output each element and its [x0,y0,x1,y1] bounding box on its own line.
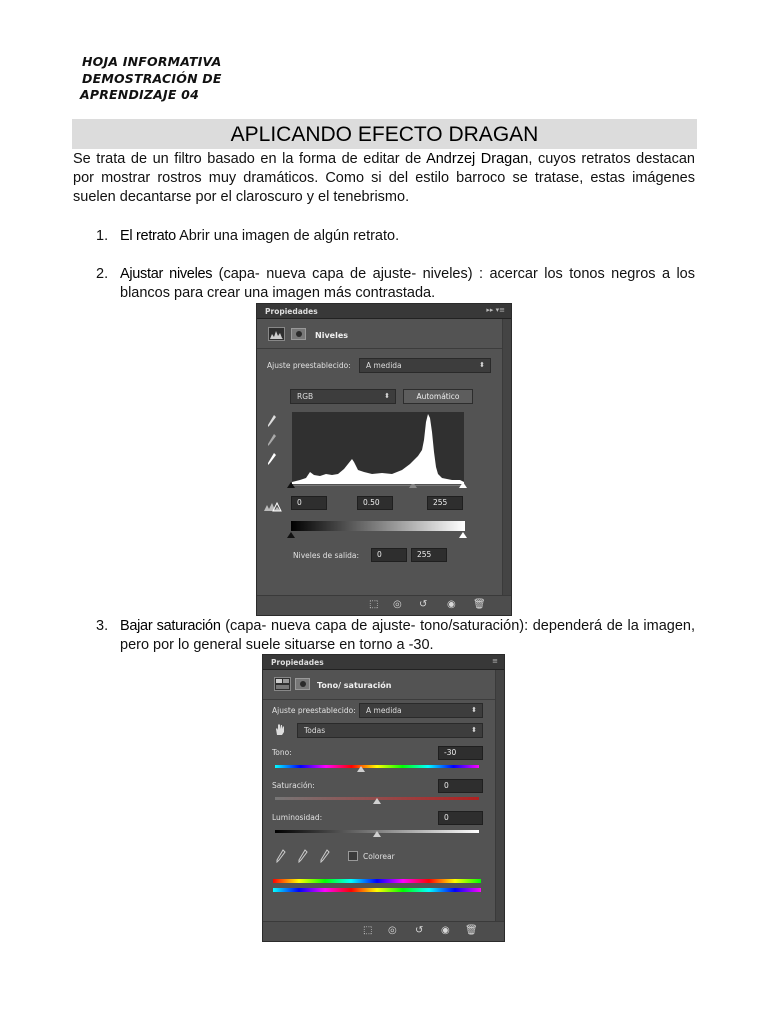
step-number: 3. [96,618,109,634]
lightness-field[interactable]: 0 [438,811,483,825]
panel-tab-bar [257,304,511,319]
output-levels-label: Niveles de salida: [293,551,360,560]
step-number: 2. [96,266,109,282]
step-text: (capa- nueva capa de ajuste- niveles) : acercar los tonos negros a los blancos para crear una imagen más contrastada. [120,266,696,301]
preset-select[interactable] [359,358,491,373]
output-white-handle[interactable] [459,532,467,538]
header-line-2: DEMOSTRACIÓN DE [82,70,222,86]
delete-trash-icon[interactable]: 🗑 [473,599,486,610]
range-select[interactable] [297,723,483,738]
properties-tab[interactable]: Propiedades [265,307,318,316]
adjustment-title: Niveles [315,331,349,340]
panel-tab-bar [263,655,504,670]
layer-mask-icon[interactable] [291,328,306,340]
lightness-slider-handle[interactable] [373,831,381,837]
panel-scrollbar[interactable] [502,319,511,595]
saturation-slider-handle[interactable] [373,798,381,804]
header-line-1: HOJA INFORMATIVA [82,54,222,69]
panel-scrollbar[interactable] [495,670,504,921]
step-number: 1. [96,228,109,244]
eyedropper-minus-icon[interactable] [320,849,330,863]
intro-author-name: Andrzej Dragan [426,151,529,167]
step-1 [96,227,695,246]
saturation-field[interactable]: 0 [438,779,483,793]
panel-footer-toolbar [257,595,511,615]
channel-select[interactable] [290,389,396,404]
step-title: Ajustar niveles [120,266,213,282]
hue-saturation-adjustment-icon[interactable] [274,677,291,691]
colorize-checkbox[interactable] [348,851,358,861]
clipping-warning-icon[interactable] [263,501,283,513]
view-previous-icon[interactable]: ◎ [388,925,397,936]
delete-trash-icon[interactable]: 🗑 [465,925,478,936]
preset-label: Ajuste preestablecido: [272,706,356,715]
hue-slider-track[interactable] [275,765,479,768]
step-text: Abrir una imagen de algún retrato. [175,228,400,244]
adjustment-header [257,321,511,349]
chevron-updown-icon: ⬍ [471,706,477,714]
page-title: APLICANDO EFECTO DRAGAN [72,119,697,149]
output-black-field[interactable]: 0 [371,548,407,562]
output-gradient [291,521,465,531]
chevron-updown-icon: ⬍ [471,726,477,734]
targeted-adjustment-hand-icon[interactable] [273,723,287,737]
saturation-label: Saturación: [272,781,315,790]
range-value: Todas [304,726,326,735]
clip-to-layer-icon[interactable]: ⬚ [369,599,379,610]
chevron-updown-icon: ⬍ [479,361,485,369]
step-2 [96,265,695,303]
view-previous-icon[interactable]: ◎ [393,599,402,610]
properties-tab[interactable]: Propiedades [271,658,324,667]
input-slider-track[interactable] [291,485,465,486]
hue-slider-handle[interactable] [357,766,365,772]
intro-before: Se trata de un filtro basado en la forma de editar de [73,151,427,167]
step-text: (capa- nueva capa de ajuste- tono/saturación): dependerá de la imagen, pero por lo general suele situarse en torno a -30. [120,618,695,653]
input-white-field[interactable]: 255 [427,496,463,510]
eyedropper-icon[interactable] [276,849,286,863]
white-eyedropper-icon[interactable] [267,452,277,466]
reset-icon[interactable]: ↺ [419,599,428,610]
hue-label: Tono: [272,748,292,757]
colorize-label: Colorear [363,852,395,861]
lightness-label: Luminosidad: [272,813,323,822]
gray-eyedropper-icon[interactable] [267,433,277,447]
reset-icon[interactable]: ↺ [415,925,424,936]
visibility-eye-icon[interactable]: ◉ [441,925,450,936]
adjustment-header [263,672,504,700]
intro-after: , cuyos retratos destacan por mostrar rostros muy dramáticos. Como si del estilo barroco se tratase, estas imágenes suelen decantarse por el claroscuro y el tenebrismo. [73,151,695,205]
step-3 [96,617,695,655]
clip-to-layer-icon[interactable]: ⬚ [363,925,373,936]
panel-footer-toolbar [263,921,504,941]
header-line-3: APRENDIZAJE 04 [80,87,199,102]
adjustment-title: Tono/ saturación [317,681,392,690]
auto-button[interactable]: Automático [403,389,473,404]
preset-select[interactable] [359,703,483,718]
hue-field[interactable]: -30 [438,746,483,760]
step-title: Bajar saturación [120,618,221,634]
eyedropper-plus-icon[interactable] [298,849,308,863]
step-title: El retrato [120,228,176,244]
output-color-bar [273,888,481,892]
channel-value: RGB [297,392,314,401]
input-black-field[interactable]: 0 [291,496,327,510]
document-header [82,54,222,104]
intro-paragraph [73,150,695,207]
layer-mask-icon[interactable] [295,678,310,690]
preset-value: A medida [366,706,402,715]
hue-saturation-properties-panel [262,654,505,942]
visibility-eye-icon[interactable]: ◉ [447,599,456,610]
output-black-handle[interactable] [287,532,295,538]
input-color-bar [273,879,481,883]
input-gamma-field[interactable]: 0.50 [357,496,393,510]
panel-menu-icon[interactable]: ▸▸ ▾≡ [486,306,505,314]
black-eyedropper-icon[interactable] [267,414,277,428]
output-white-field[interactable]: 255 [411,548,447,562]
panel-menu-icon[interactable]: ≡ [492,657,498,665]
chevron-updown-icon: ⬍ [384,392,390,400]
levels-adjustment-icon[interactable] [268,327,285,341]
preset-label: Ajuste preestablecido: [267,361,351,370]
preset-value: A medida [366,361,402,370]
levels-histogram [292,412,464,484]
